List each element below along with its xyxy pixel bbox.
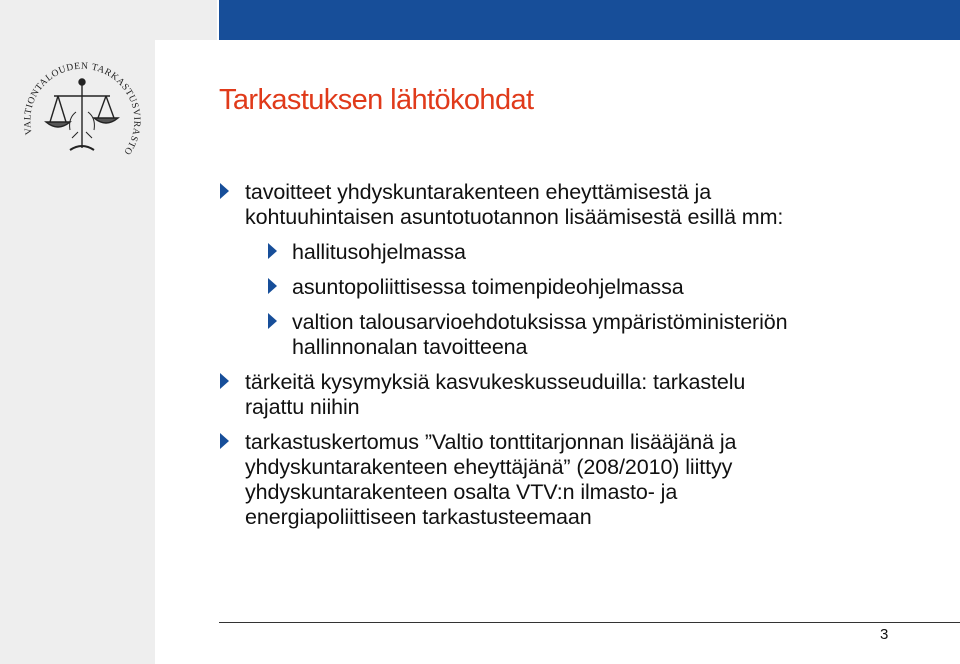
bullet-triangle-icon xyxy=(220,183,229,199)
sub-bullet-item xyxy=(220,275,920,300)
bullet-triangle-icon xyxy=(220,373,229,389)
scales-of-justice-icon xyxy=(46,79,118,150)
bullet-line: hallinnonalan tavoitteena xyxy=(292,335,528,359)
bullet-line: yhdyskuntarakenteen osalta VTV:n ilmasto- ja xyxy=(245,480,678,504)
bullet-line: tärkeitä kysymyksiä kasvukeskusseuduilla: tarkastelu xyxy=(245,370,746,394)
bullet-line: yhdyskuntarakenteen eheyttäjänä” (208/2010) liittyy xyxy=(245,455,733,479)
bullet-item xyxy=(220,180,920,230)
bullet-line: tavoitteet yhdyskuntarakenteen eheyttämisestä ja xyxy=(245,180,712,204)
bullet-line: asuntopoliittisessa toimenpideohjelmassa xyxy=(292,275,684,299)
bullet-line: rajattu niihin xyxy=(245,395,360,419)
footer-divider xyxy=(219,622,960,623)
bullet-line: kohtuuhintaisen asuntotuotannon lisäämisestä esillä mm: xyxy=(245,205,784,229)
bullet-line: energiapoliittiseen tarkastusteemaan xyxy=(245,505,592,529)
vtv-seal-logo xyxy=(18,52,146,180)
top-left-gray-block xyxy=(155,0,217,40)
page-number: 3 xyxy=(880,626,889,643)
bullet-triangle-icon xyxy=(268,313,277,329)
logo-text: VALTIONTALOUDEN TARKASTUSVIRASTO xyxy=(22,60,143,158)
sub-bullet-item xyxy=(220,310,920,360)
top-blue-bar xyxy=(219,0,960,40)
bullet-item xyxy=(220,430,920,530)
bullet-line: tarkastuskertomus ”Valtio tonttitarjonnan lisääjänä ja xyxy=(245,430,737,454)
bullet-line: hallitusohjelmassa xyxy=(292,240,466,264)
bullet-line: valtion talousarvioehdotuksissa ympäristöministeriön xyxy=(292,310,788,334)
sub-bullet-item xyxy=(220,240,920,265)
bullet-item xyxy=(220,370,920,420)
slide-title: Tarkastuksen lähtökohdat xyxy=(219,84,534,116)
bullet-list xyxy=(220,180,920,530)
bullet-triangle-icon xyxy=(220,433,229,449)
bullet-triangle-icon xyxy=(268,243,277,259)
bullet-triangle-icon xyxy=(268,278,277,294)
